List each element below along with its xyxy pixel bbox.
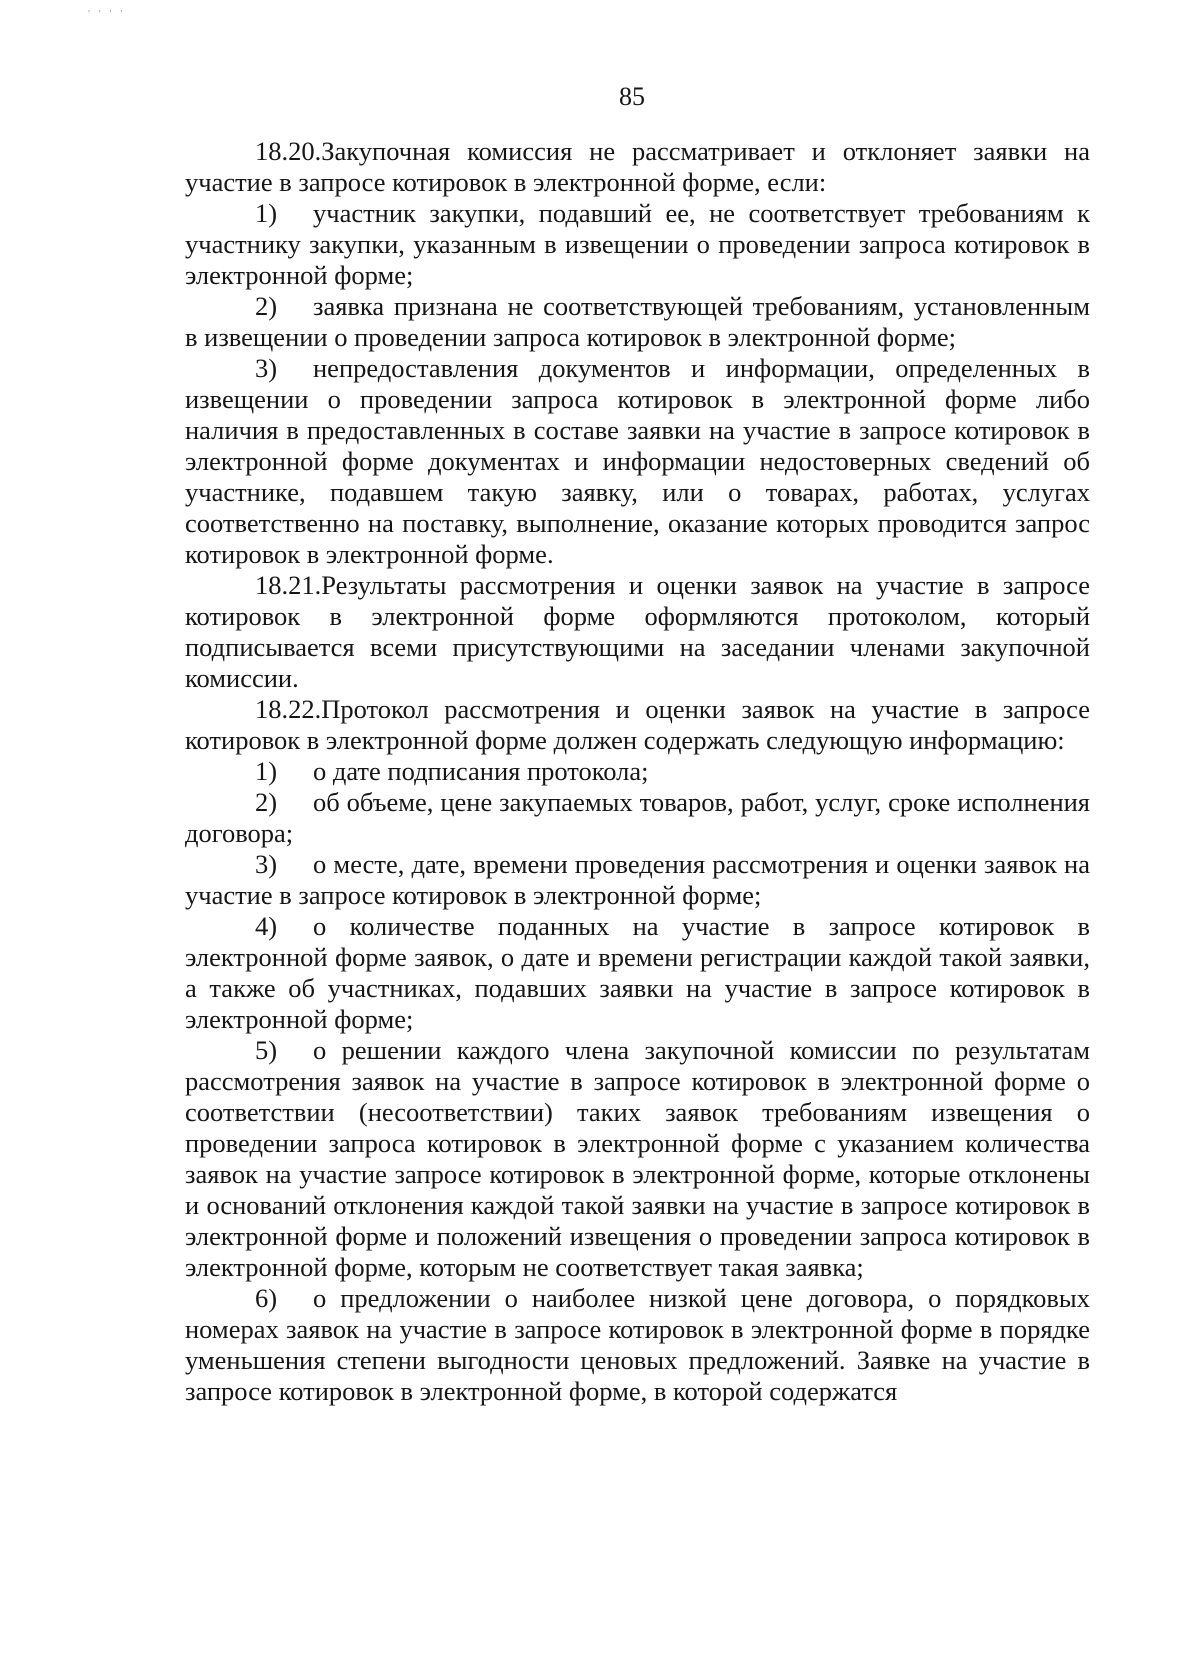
list-item-text: заявка признана не соответствующей требованиям, установленным в извещении о проведении запроса котировок в электронной форме; <box>185 291 1090 352</box>
list-item-number: 2) <box>255 291 278 321</box>
document-body <box>185 136 1090 1407</box>
list-item-number: 4) <box>255 911 278 941</box>
section-18-21: 18.21.Результаты рассмотрения и оценки заявок на участие в запросе котировок в электронной форме оформляются протоколом, который подписывается всеми присутствующими на заседании членами закупочной комиссии. <box>185 570 1090 693</box>
list-item <box>185 198 1090 291</box>
list-item-number: 5) <box>255 1035 278 1065</box>
scan-marks: ' ' ' ' <box>88 8 126 20</box>
list-item <box>185 756 1090 787</box>
list-item-text: об объеме, цене закупаемых товаров, работ, услуг, сроке исполнения договора; <box>185 787 1090 848</box>
list-item <box>185 787 1090 849</box>
list-item-text: о решении каждого члена закупочной комиссии по результатам рассмотрения заявок на участие в запросе котировок в электронной форме о соответствии (несоответствии) таких заявок требованиям извещения о проведении запроса котировок в электронной форме с указанием количества заявок на участие запросе котировок в электронной форме, которые отклонены и оснований отклонения каждой такой заявки на участие в запросе котировок в электронной форме и положений извещения о проведении запроса котировок в электронной форме, которым не соответствует такая заявка; <box>185 1035 1090 1282</box>
list-item-text: непредоставления документов и информации, определенных в извещении о проведении запроса котировок в электронной форме либо наличия в предоставленных в составе заявки на участие в запросе котировок в электронной форме документах и информации недостоверных сведений об участнике, подавшем такую заявку, или о товарах, работах, услугах соответственно на поставку, выполнение, оказание которых проводится запрос котировок в электронной форме. <box>185 353 1090 569</box>
list-item-text: участник закупки, подавший ее, не соответствует требованиям к участнику закупки, указанным в извещении о проведении запроса котировок в электронной форме; <box>185 198 1090 290</box>
list-item-number: 6) <box>255 1283 278 1313</box>
list-item <box>185 849 1090 911</box>
list-item-text: о дате подписания протокола; <box>313 756 649 786</box>
list-item-number: 3) <box>255 849 278 879</box>
list-item <box>185 1035 1090 1283</box>
section-18-20-intro: 18.20.Закупочная комиссия не рассматривает и отклоняет заявки на участие в запросе котировок в электронной форме, если: <box>185 136 1090 197</box>
list-item-number: 3) <box>255 353 278 383</box>
list-item <box>185 1283 1090 1407</box>
list-item-number: 1) <box>255 756 278 786</box>
list-item <box>185 353 1090 570</box>
list-item <box>185 911 1090 1035</box>
page-number: 85 <box>619 82 645 111</box>
list-item <box>185 291 1090 353</box>
list-item-text: о количестве поданных на участие в запросе котировок в электронной форме заявок, о дате и времени регистрации каждой такой заявки, а также об участниках, подавших заявки на участие в запросе котировок в электронной форме; <box>185 911 1090 1034</box>
section-18-22-intro: 18.22.Протокол рассмотрения и оценки заявок на участие в запросе котировок в электронной форме должен содержать следующую информацию: <box>185 694 1090 755</box>
list-item-text: о предложении о наиболее низкой цене договора, о порядковых номерах заявок на участие в запросе котировок в электронной форме в порядке уменьшения степени выгодности ценовых предложений. Заявке на участие в запросе котировок в электронной форме, в которой содержатся <box>185 1283 1090 1406</box>
list-item-text: о месте, дате, времени проведения рассмотрения и оценки заявок на участие в запросе котировок в электронной форме; <box>185 849 1090 910</box>
list-item-number: 1) <box>255 198 278 228</box>
list-item-number: 2) <box>255 787 278 817</box>
